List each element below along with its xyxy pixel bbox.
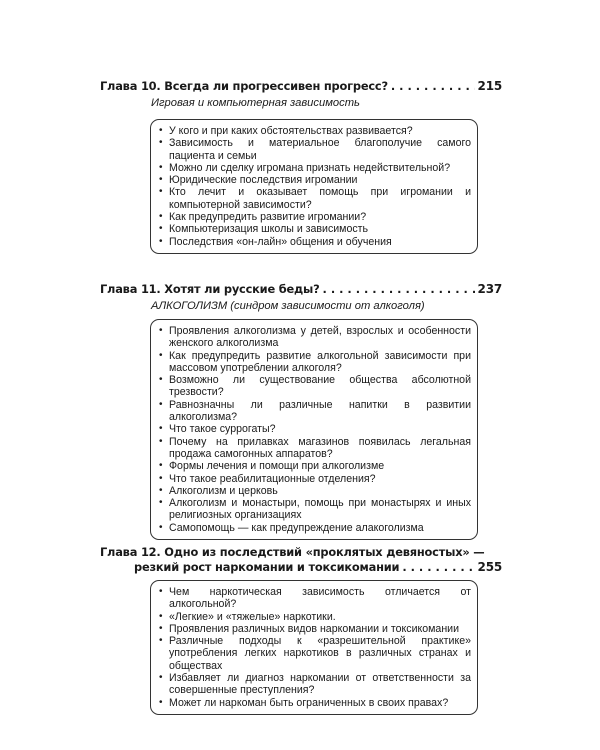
- topic-item: • Можно ли сделку игромана признать недействительной?: [157, 162, 471, 174]
- topic-item: • Чем наркотическая зависимость отличается от алкогольной?: [157, 586, 471, 611]
- topics-list: [157, 125, 471, 248]
- topic-item: • Формы лечения и помощи при алкоголизме: [157, 460, 471, 472]
- topic-item: • Равнозначны ли различные напитки в развитии алкоголизма?: [157, 399, 471, 424]
- topics-box-chapter-11: [150, 319, 478, 540]
- topic-item: • Зависимость и материальное благополучие самого пациента и семьи: [157, 137, 471, 162]
- chapter-title: Глава 10. Всегда ли прогрессивен прогресс?: [100, 79, 388, 93]
- chapter-title-row: [100, 560, 502, 575]
- topic-item: • Проявления различных видов наркомании и токсикомании: [157, 623, 471, 635]
- topic-item: • Алкоголизм и монастыри, помощь при монастырях и иных религиозных организациях: [157, 497, 471, 522]
- topic-item: • Проявления алкоголизма у детей, взрослых и особенности женского алкоголизма: [157, 325, 471, 350]
- chapter-11: [100, 282, 502, 313]
- topic-item: • Юридические последствия игромании: [157, 174, 471, 186]
- chapter-title: Глава 11. Хотят ли русские беды?: [100, 282, 320, 296]
- leader-dots: [323, 282, 475, 297]
- topic-item: • «Легкие» и «тяжелые» наркотики.: [157, 611, 471, 623]
- topic-item: • Самопомощь — как предупреждение алакоголизма: [157, 522, 471, 534]
- topic-item: • Почему на прилавках магазинов появилась легальная продажа самогонных аппаратов?: [157, 436, 471, 461]
- chapter-title-row: [100, 79, 502, 94]
- page-number: 237: [477, 282, 502, 296]
- chapter-title-row: [100, 282, 502, 297]
- page-number: 255: [477, 560, 502, 574]
- topic-item: • Что такое суррогаты?: [157, 423, 471, 435]
- topic-item: • Различные подходы к «разрешительной практике» употребления легких наркотиков в различных странах и обществах: [157, 635, 471, 672]
- topic-item: • Как предупредить развитие алкогольной зависимости при массовом употреблении алкоголя?: [157, 350, 471, 375]
- topic-item: • У кого и при каких обстоятельствах развивается?: [157, 125, 471, 137]
- topics-list: [157, 325, 471, 534]
- chapter-10: [100, 79, 502, 110]
- page-number: 215: [477, 79, 502, 93]
- leader-dots: [402, 560, 474, 575]
- chapter-subtitle: Игровая и компьютерная зависимость: [151, 97, 360, 109]
- chapter-title-line-1: Глава 12. Одно из последствий «проклятых девяностых» —: [100, 545, 485, 559]
- topic-item: • Что такое реабилитационные отделения?: [157, 473, 471, 485]
- topic-item: • Избавляет ли диагноз наркомании от ответственности за совершенные преступления?: [157, 672, 471, 697]
- leader-dots: [391, 79, 475, 94]
- topics-box-chapter-12: [150, 580, 478, 715]
- topic-item: • Алкоголизм и церковь: [157, 485, 471, 497]
- chapter-12: [100, 545, 502, 575]
- chapter-title: резкий рост наркомании и токсикомании: [134, 560, 400, 574]
- topics-list: [157, 586, 471, 709]
- topics-box-chapter-10: [150, 119, 478, 254]
- chapter-subtitle: АЛКОГОЛИЗМ (синдром зависимости от алкоголя): [151, 300, 425, 312]
- topic-item: • Как предупредить развитие игромании?: [157, 211, 471, 223]
- topic-item: • Последствия «он-лайн» общения и обучения: [157, 236, 471, 248]
- topic-item: • Кто лечит и оказывает помощь при игромании и компьютерной зависимости?: [157, 186, 471, 211]
- topic-item: • Может ли наркоман быть ограниченных в своих правах?: [157, 697, 471, 709]
- topic-item: • Компьютеризация школы и зависимость: [157, 223, 471, 235]
- topic-item: • Возможно ли существование общества абсолютной трезвости?: [157, 374, 471, 399]
